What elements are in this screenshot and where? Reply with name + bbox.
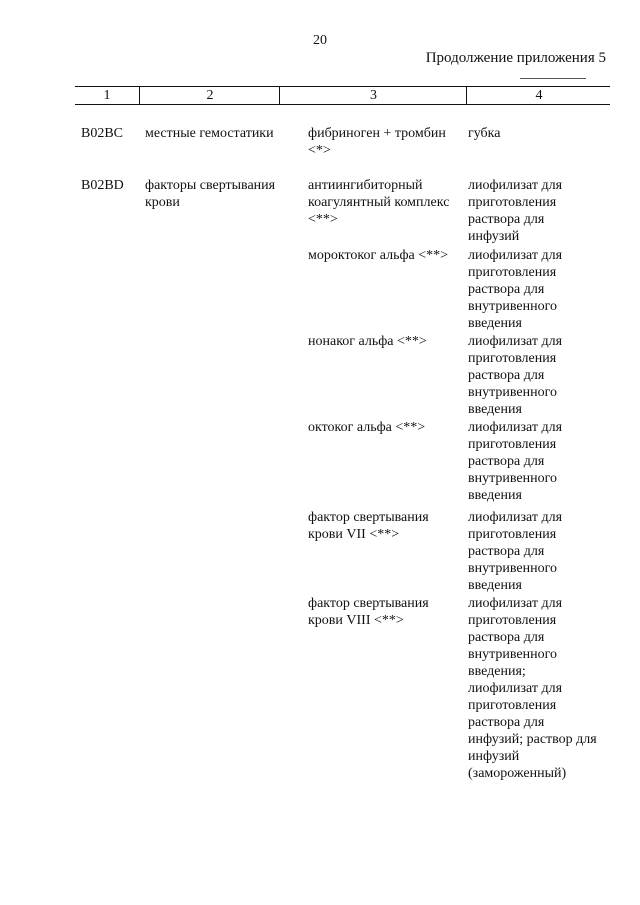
dosage-form: лиофилизат для приготовления раствора для инфузий — [468, 178, 563, 244]
atc-code: B02BC — [81, 126, 124, 141]
drug-name: мороктоког альфа <**> — [308, 248, 449, 263]
atc-code: B02BD — [81, 178, 124, 193]
pharmacological-group: факторы свертывания крови — [145, 178, 276, 210]
dosage-form: лиофилизат для приготовления раствора для внутривенного введения — [468, 334, 563, 417]
table-header-col-4: 4 — [466, 87, 611, 104]
page-number: 20 — [313, 33, 327, 48]
dosage-form: лиофилизат для приготовления раствора для внутривенного введения — [468, 510, 563, 593]
dosage-form: лиофилизат для приготовления раствора для внутривенного введения; лиофилизат для приготовления раствора для инфузий; раствор для инфузий (замороженный) — [468, 596, 597, 781]
decorative-rule — [520, 78, 586, 79]
table-header-col-3: 3 — [279, 87, 467, 104]
table-header-row — [75, 86, 610, 105]
dosage-form: лиофилизат для приготовления раствора для внутривенного введения — [468, 420, 563, 503]
continuation-caption: Продолжение приложения 5 — [425, 50, 606, 66]
drug-name: нонаког альфа <**> — [308, 334, 427, 349]
table-header-col-1: 1 — [103, 88, 111, 103]
drug-name: антиингибиторный коагулянтный комплекс <**> — [308, 178, 450, 227]
drug-name: октоког альфа <**> — [308, 420, 426, 435]
dosage-form: лиофилизат для приготовления раствора для внутривенного введения — [468, 248, 563, 331]
drug-name: фактор свертывания крови VIII <**> — [308, 596, 429, 628]
table-header-col-2: 2 — [139, 87, 280, 104]
dosage-form: губка — [468, 126, 501, 141]
drug-name: фибриноген + тромбин <*> — [308, 126, 446, 158]
drug-name: фактор свертывания крови VII <**> — [308, 510, 429, 542]
pharmacological-group: местные гемостатики — [145, 126, 274, 141]
